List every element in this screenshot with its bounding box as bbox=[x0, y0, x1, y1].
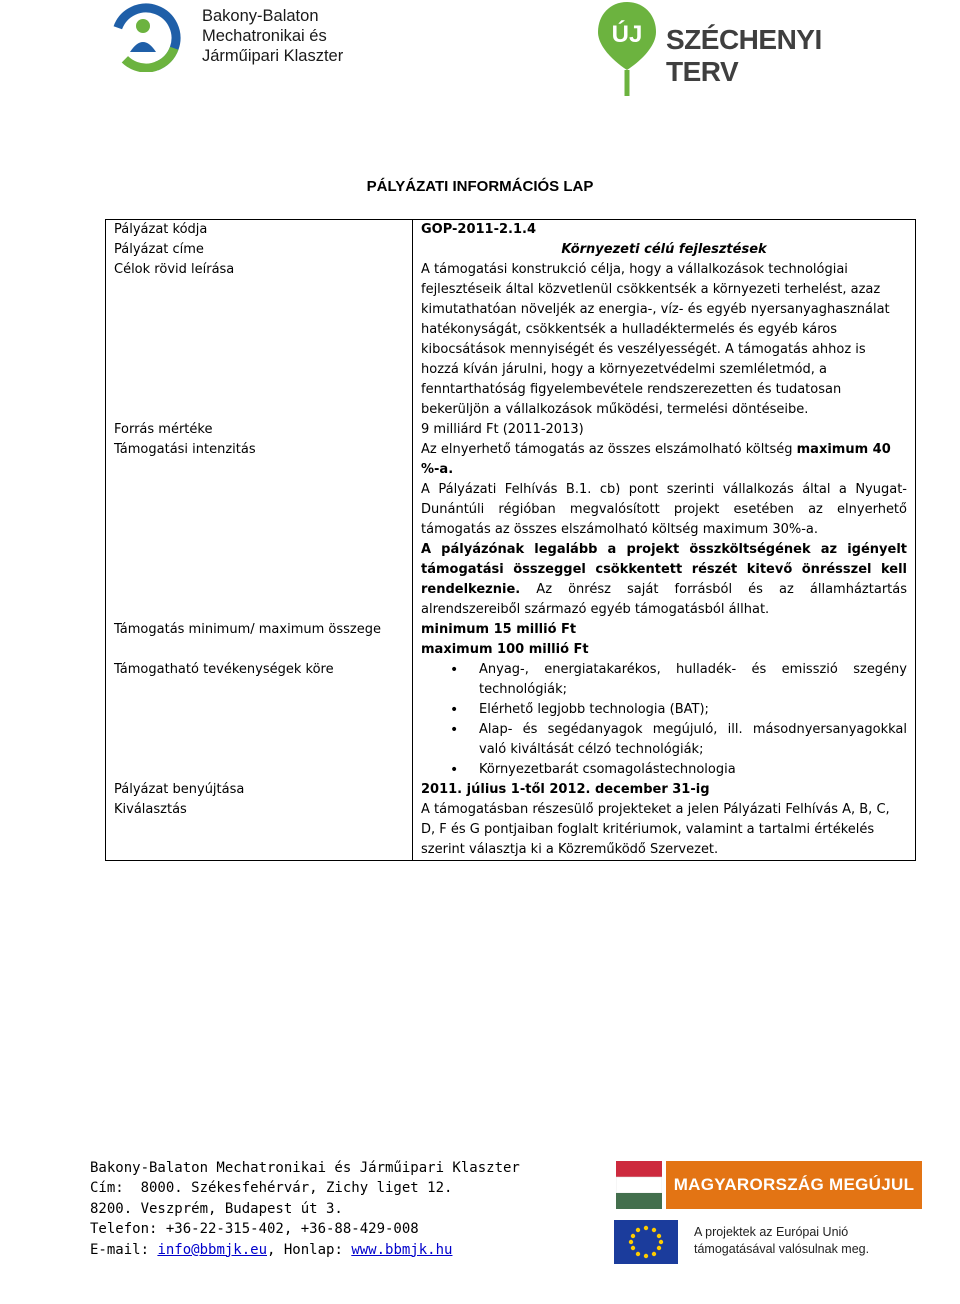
table-row bbox=[106, 420, 916, 440]
activities-list bbox=[421, 660, 907, 780]
list-item: • Anyag-, energiatakarékos, hulladék- és emisszió szegény technológiák; bbox=[479, 660, 907, 700]
page-title: PÁLYÁZATI INFORMÁCIÓS LAP bbox=[366, 178, 594, 195]
megujul-banner: MAGYARORSZÁG MEGÚJUL bbox=[666, 1161, 922, 1209]
table-row bbox=[106, 780, 916, 800]
funding-label: Forrás mértéke bbox=[114, 422, 213, 437]
cluster-logo-text: Bakony-Balaton Mechatronikai és Járműipari Klaszter bbox=[202, 7, 344, 65]
goals-label: Célok rövid leírása bbox=[114, 262, 235, 277]
table-row bbox=[106, 620, 916, 660]
minmax-label: Támogatás minimum/ maximum összege bbox=[114, 622, 381, 637]
table-row bbox=[106, 440, 916, 620]
eu-flag-icon bbox=[614, 1220, 678, 1264]
intensity-paragraph-3: A pályázónak legalább a projekt összköltségének az igényelt támogatási összeggel csökkentett részét kitevő önrésszel kell rendelkeznie. Az önrész saját forrásból és az államháztartás alrendszereiből származó egyéb támogatásból állhat. bbox=[421, 542, 907, 617]
cluster-logo-icon bbox=[110, 2, 186, 72]
code-label: Pályázat kódja bbox=[114, 222, 208, 237]
goals-value: A támogatási konstrukció célja, hogy a vállalkozások technológiai fejlesztéseik által közvetlenül csökkentsék a környezeti terhelést, azaz kimutathatóan növeljék az energia-, víz- és egyéb nyersanyaghasználat hatékonyságát, csökkentsék a hulladéktermelés és egyéb káros kibocsátások mennyiségét és veszélyességét. A támogatás ahhoz is hozzá kíván járulni, hogy a környezetvédelmi szemléletmód, a fenntarthatóság figyelembevétele rendszerezetten és tudatosan bekerüljön a vállalkozások működési, termelési döntéseibe. bbox=[413, 260, 916, 420]
email-link[interactable]: info@bbmjk.eu bbox=[157, 1241, 268, 1258]
info-table bbox=[105, 219, 916, 861]
list-item: • Alap- és segédanyagok megújuló, ill. másodnyersanyagokkal való kiváltását célzó technológiák; bbox=[479, 720, 907, 760]
selection-label: Kiválasztás bbox=[114, 802, 187, 817]
table-row bbox=[106, 660, 916, 780]
intensity-value bbox=[413, 440, 916, 620]
activities-label: Támogatható tevékenységek köre bbox=[114, 662, 334, 677]
activities-value bbox=[413, 660, 916, 780]
title-value: Környezeti célú fejlesztések bbox=[413, 240, 916, 260]
list-item: • Környezetbarát csomagolástechnologia bbox=[479, 760, 907, 780]
svg-text:ÚJ: ÚJ bbox=[611, 21, 643, 48]
website-link[interactable]: www.bbmjk.hu bbox=[351, 1241, 453, 1258]
intensity-label: Támogatási intenzitás bbox=[114, 442, 256, 457]
footer-address-2: 8200. Veszprém, Budapest út 3. bbox=[90, 1200, 343, 1217]
maximum-amount: maximum 100 millió Ft bbox=[421, 642, 589, 657]
location-pin-icon bbox=[596, 0, 658, 100]
code-value: GOP-2011-2.1.4 bbox=[413, 220, 916, 241]
table-row bbox=[106, 800, 916, 861]
footer-address-1: Cím: 8000. Székesfehérvár, Zichy liget 12. bbox=[90, 1180, 453, 1197]
funding-value: 9 milliárd Ft (2011-2013) bbox=[413, 420, 916, 440]
title-label: Pályázat címe bbox=[114, 242, 204, 257]
szechenyi-terv-logo bbox=[596, 0, 896, 100]
footer-logos bbox=[612, 1158, 915, 1268]
footer-contact bbox=[90, 1158, 520, 1260]
table-row bbox=[106, 240, 916, 260]
bbmjk-logo bbox=[110, 0, 345, 72]
selection-value: A támogatásban részesülő projekteket a jelen Pályázati Felhívás A, B, C, D, F és G pontjaiban foglalt kritériumok, valamint a tartalmi értékelés szerint választja ki a Közreműködő Szervezet. bbox=[413, 800, 916, 861]
hungarian-flag-icon bbox=[616, 1161, 662, 1209]
footer-phone: Telefon: +36-22-315-402, +36-88-429-008 bbox=[90, 1221, 419, 1238]
submission-label: Pályázat benyújtása bbox=[114, 782, 245, 797]
eu-support-text: A projektek az Európai Unió támogatásával valósulnak meg. bbox=[694, 1225, 870, 1256]
table-row bbox=[106, 220, 916, 241]
minimum-amount: minimum 15 millió Ft bbox=[421, 622, 577, 637]
intensity-paragraph-1: Az elnyerhető támogatás az összes elszámolható költség maximum 40 %-a. bbox=[421, 442, 891, 477]
footer-links: E-mail: info@bbmjk.eu, Honlap: www.bbmjk.hu bbox=[90, 1241, 453, 1258]
minmax-value bbox=[413, 620, 916, 660]
submission-value: 2011. július 1-től 2012. december 31-ig bbox=[413, 780, 916, 800]
table-row bbox=[106, 260, 916, 420]
list-item: • Elérhető legjobb technologia (BAT); bbox=[479, 700, 907, 720]
footer-org: Bakony-Balaton Mechatronikai és Járműipari Klaszter bbox=[90, 1160, 520, 1176]
intensity-paragraph-2: A Pályázati Felhívás B.1. cb) pont szerinti vállalkozás által a Nyugat-Dunántúli régióban megvalósított projekt esetében az elnyerhető támogatás az összes elszámolható költség maximum 30%-a. bbox=[421, 482, 907, 537]
szechenyi-terv-title: SZÉCHENYI TERV bbox=[666, 24, 822, 87]
